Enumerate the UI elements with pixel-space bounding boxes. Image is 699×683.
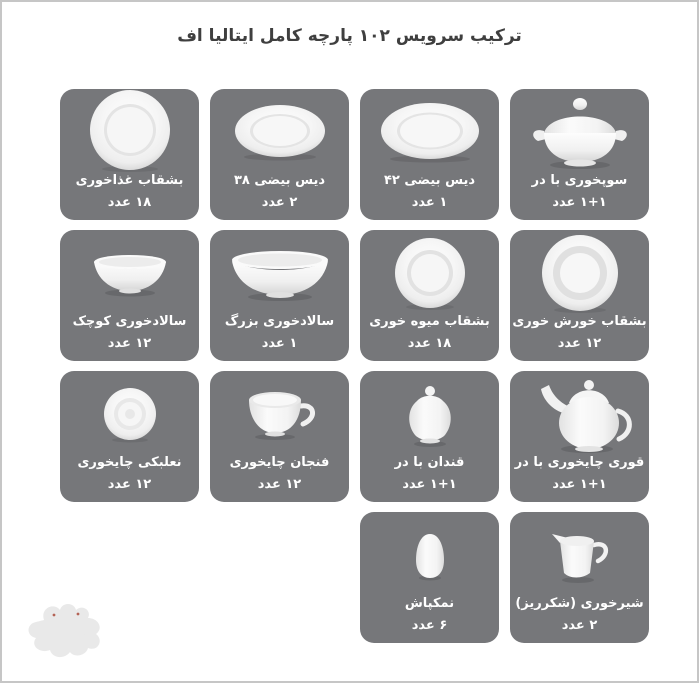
oval-platter-icon bbox=[360, 89, 499, 173]
saucer-icon bbox=[60, 371, 199, 455]
watermark-blob bbox=[16, 594, 116, 664]
item-label: قندان با در bbox=[394, 454, 465, 470]
sugar-bowl-icon bbox=[360, 371, 499, 455]
item-count: ۱۲ عدد bbox=[107, 477, 152, 493]
oval-platter-icon bbox=[210, 89, 349, 173]
soup-tureen-icon bbox=[510, 89, 649, 173]
item-count: ۱+۱ عدد bbox=[402, 477, 457, 493]
tile-saucer bbox=[60, 371, 199, 502]
item-label: نعلبکی چایخوری bbox=[77, 454, 182, 470]
item-count: ۲ عدد bbox=[561, 618, 598, 634]
tile-soup-tureen bbox=[510, 89, 649, 220]
tile-creamer bbox=[510, 512, 649, 643]
item-count: ۱+۱ عدد bbox=[552, 195, 607, 211]
item-label: بشقاب خورش خوری bbox=[512, 313, 647, 329]
item-label: سوپخوری با در bbox=[531, 172, 628, 188]
tile-sugar-bowl bbox=[360, 371, 499, 502]
tile-teacup bbox=[210, 371, 349, 502]
tile-dinner-plate bbox=[60, 89, 199, 220]
item-label: دیس بیضی ۳۸ bbox=[234, 172, 326, 188]
tile-teapot bbox=[510, 371, 649, 502]
item-label: بشقاب غذاخوری bbox=[75, 172, 184, 188]
item-count: ۱۲ عدد bbox=[257, 477, 302, 493]
item-count: ۱۸ عدد bbox=[107, 195, 152, 211]
tile-fruit-plate bbox=[360, 230, 499, 361]
item-count: ۶ عدد bbox=[411, 618, 448, 634]
item-count: ۲ عدد bbox=[261, 195, 298, 211]
tile-oval-platter-38 bbox=[210, 89, 349, 220]
item-label: دیس بیضی ۴۲ bbox=[384, 172, 476, 188]
item-count: ۱ عدد bbox=[261, 336, 298, 352]
salad-bowl-icon bbox=[60, 230, 199, 314]
salt-shaker-icon bbox=[360, 512, 499, 596]
item-count: ۱۲ عدد bbox=[107, 336, 152, 352]
item-count: ۱۲ عدد bbox=[557, 336, 602, 352]
tile-salad-bowl-small bbox=[60, 230, 199, 361]
salad-bowl-icon bbox=[210, 230, 349, 314]
stew-plate-icon bbox=[510, 230, 649, 314]
item-label: فنجان چایخوری bbox=[229, 454, 330, 470]
product-grid bbox=[60, 89, 649, 643]
tile-oval-platter-42 bbox=[360, 89, 499, 220]
tile-salad-bowl-large bbox=[210, 230, 349, 361]
fruit-plate-icon bbox=[360, 230, 499, 314]
teapot-icon bbox=[510, 367, 649, 455]
page-title: ترکیب سرویس ۱۰۲ پارچه کامل ایتالیا اف bbox=[177, 26, 522, 46]
item-label: شیرخوری (شکرریز) bbox=[515, 595, 644, 611]
item-count: ۱۸ عدد bbox=[407, 336, 452, 352]
item-label: سالادخوری بزرگ bbox=[224, 313, 335, 329]
item-count: ۱+۱ عدد bbox=[552, 477, 607, 493]
item-label: بشقاب میوه خوری bbox=[369, 313, 490, 329]
item-label: نمکپاش bbox=[404, 595, 455, 611]
tile-salt-shaker bbox=[360, 512, 499, 643]
item-label: قوری چایخوری با در bbox=[514, 454, 645, 470]
tile-stew-plate bbox=[510, 230, 649, 361]
dinner-plate-icon bbox=[60, 85, 199, 173]
item-label: سالادخوری کوچک bbox=[72, 313, 187, 329]
item-count: ۱ عدد bbox=[411, 195, 448, 211]
creamer-icon bbox=[510, 512, 649, 596]
teacup-icon bbox=[210, 371, 349, 455]
